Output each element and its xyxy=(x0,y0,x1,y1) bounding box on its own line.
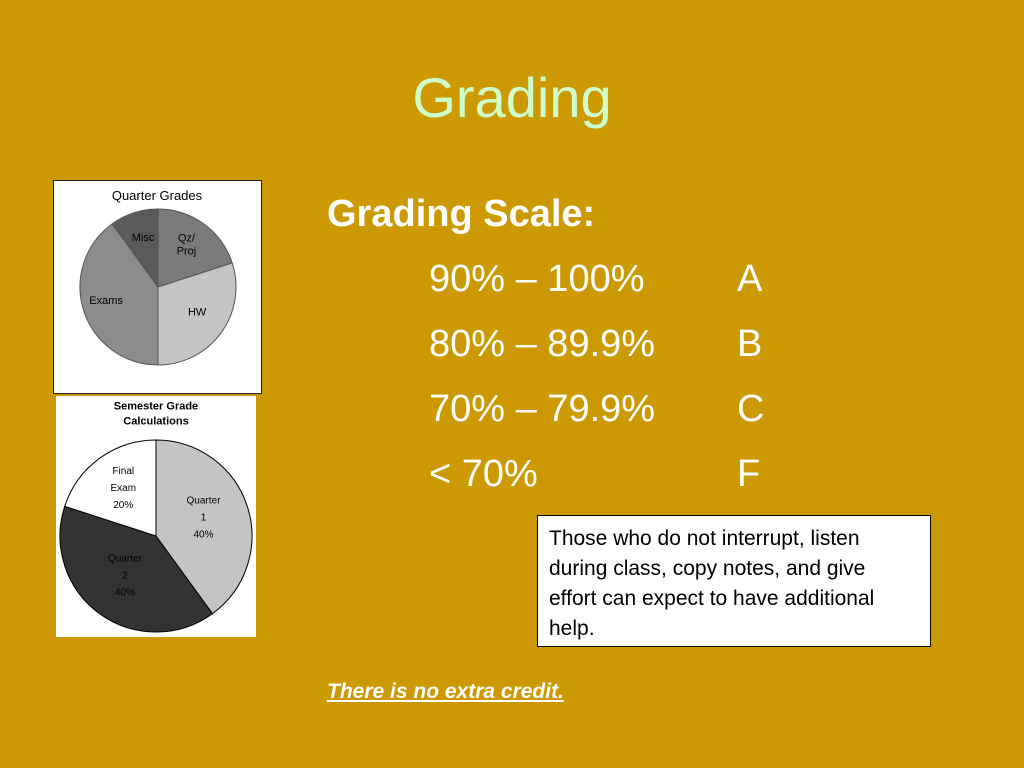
slice-label: HW xyxy=(187,306,207,319)
chart-title: Quarter Grades xyxy=(111,188,203,203)
slice-label: Qz/ Proj xyxy=(176,232,197,258)
chart-title: Semester Grade Calculations xyxy=(113,400,199,428)
grading-scale-heading: Grading Scale: xyxy=(327,193,596,235)
semester-grade-chart xyxy=(56,396,256,637)
slide-title: Grading xyxy=(412,66,612,129)
scale-range: 70% – 79.9% xyxy=(429,388,656,430)
grading-scale-row-c xyxy=(429,385,765,433)
scale-range: 90% – 100% xyxy=(429,258,645,300)
slice-label: Final Exam 20% xyxy=(110,465,137,511)
slice-label: Quarter 2 40% xyxy=(108,553,142,599)
scale-range: < 70% xyxy=(429,453,538,495)
extra-credit-note: There is no extra credit. xyxy=(327,680,564,703)
grading-scale-row-a xyxy=(429,255,763,303)
scale-grade: C xyxy=(737,388,765,430)
slice-label: Misc xyxy=(131,232,155,245)
scale-grade: F xyxy=(737,453,761,495)
scale-grade: B xyxy=(737,323,763,365)
grading-scale-row-b xyxy=(429,320,763,368)
scale-range: 80% – 89.9% xyxy=(429,323,656,365)
grading-scale-row-f xyxy=(429,450,761,498)
help-note-box: Those who do not interrupt, listen during class, copy notes, and give effort can expect to have additional help. xyxy=(537,515,931,647)
scale-grade: A xyxy=(737,258,763,300)
slice-label: Exams xyxy=(89,294,123,307)
quarter-grades-chart xyxy=(53,180,262,394)
slice-label: Quarter 1 40% xyxy=(186,495,221,541)
